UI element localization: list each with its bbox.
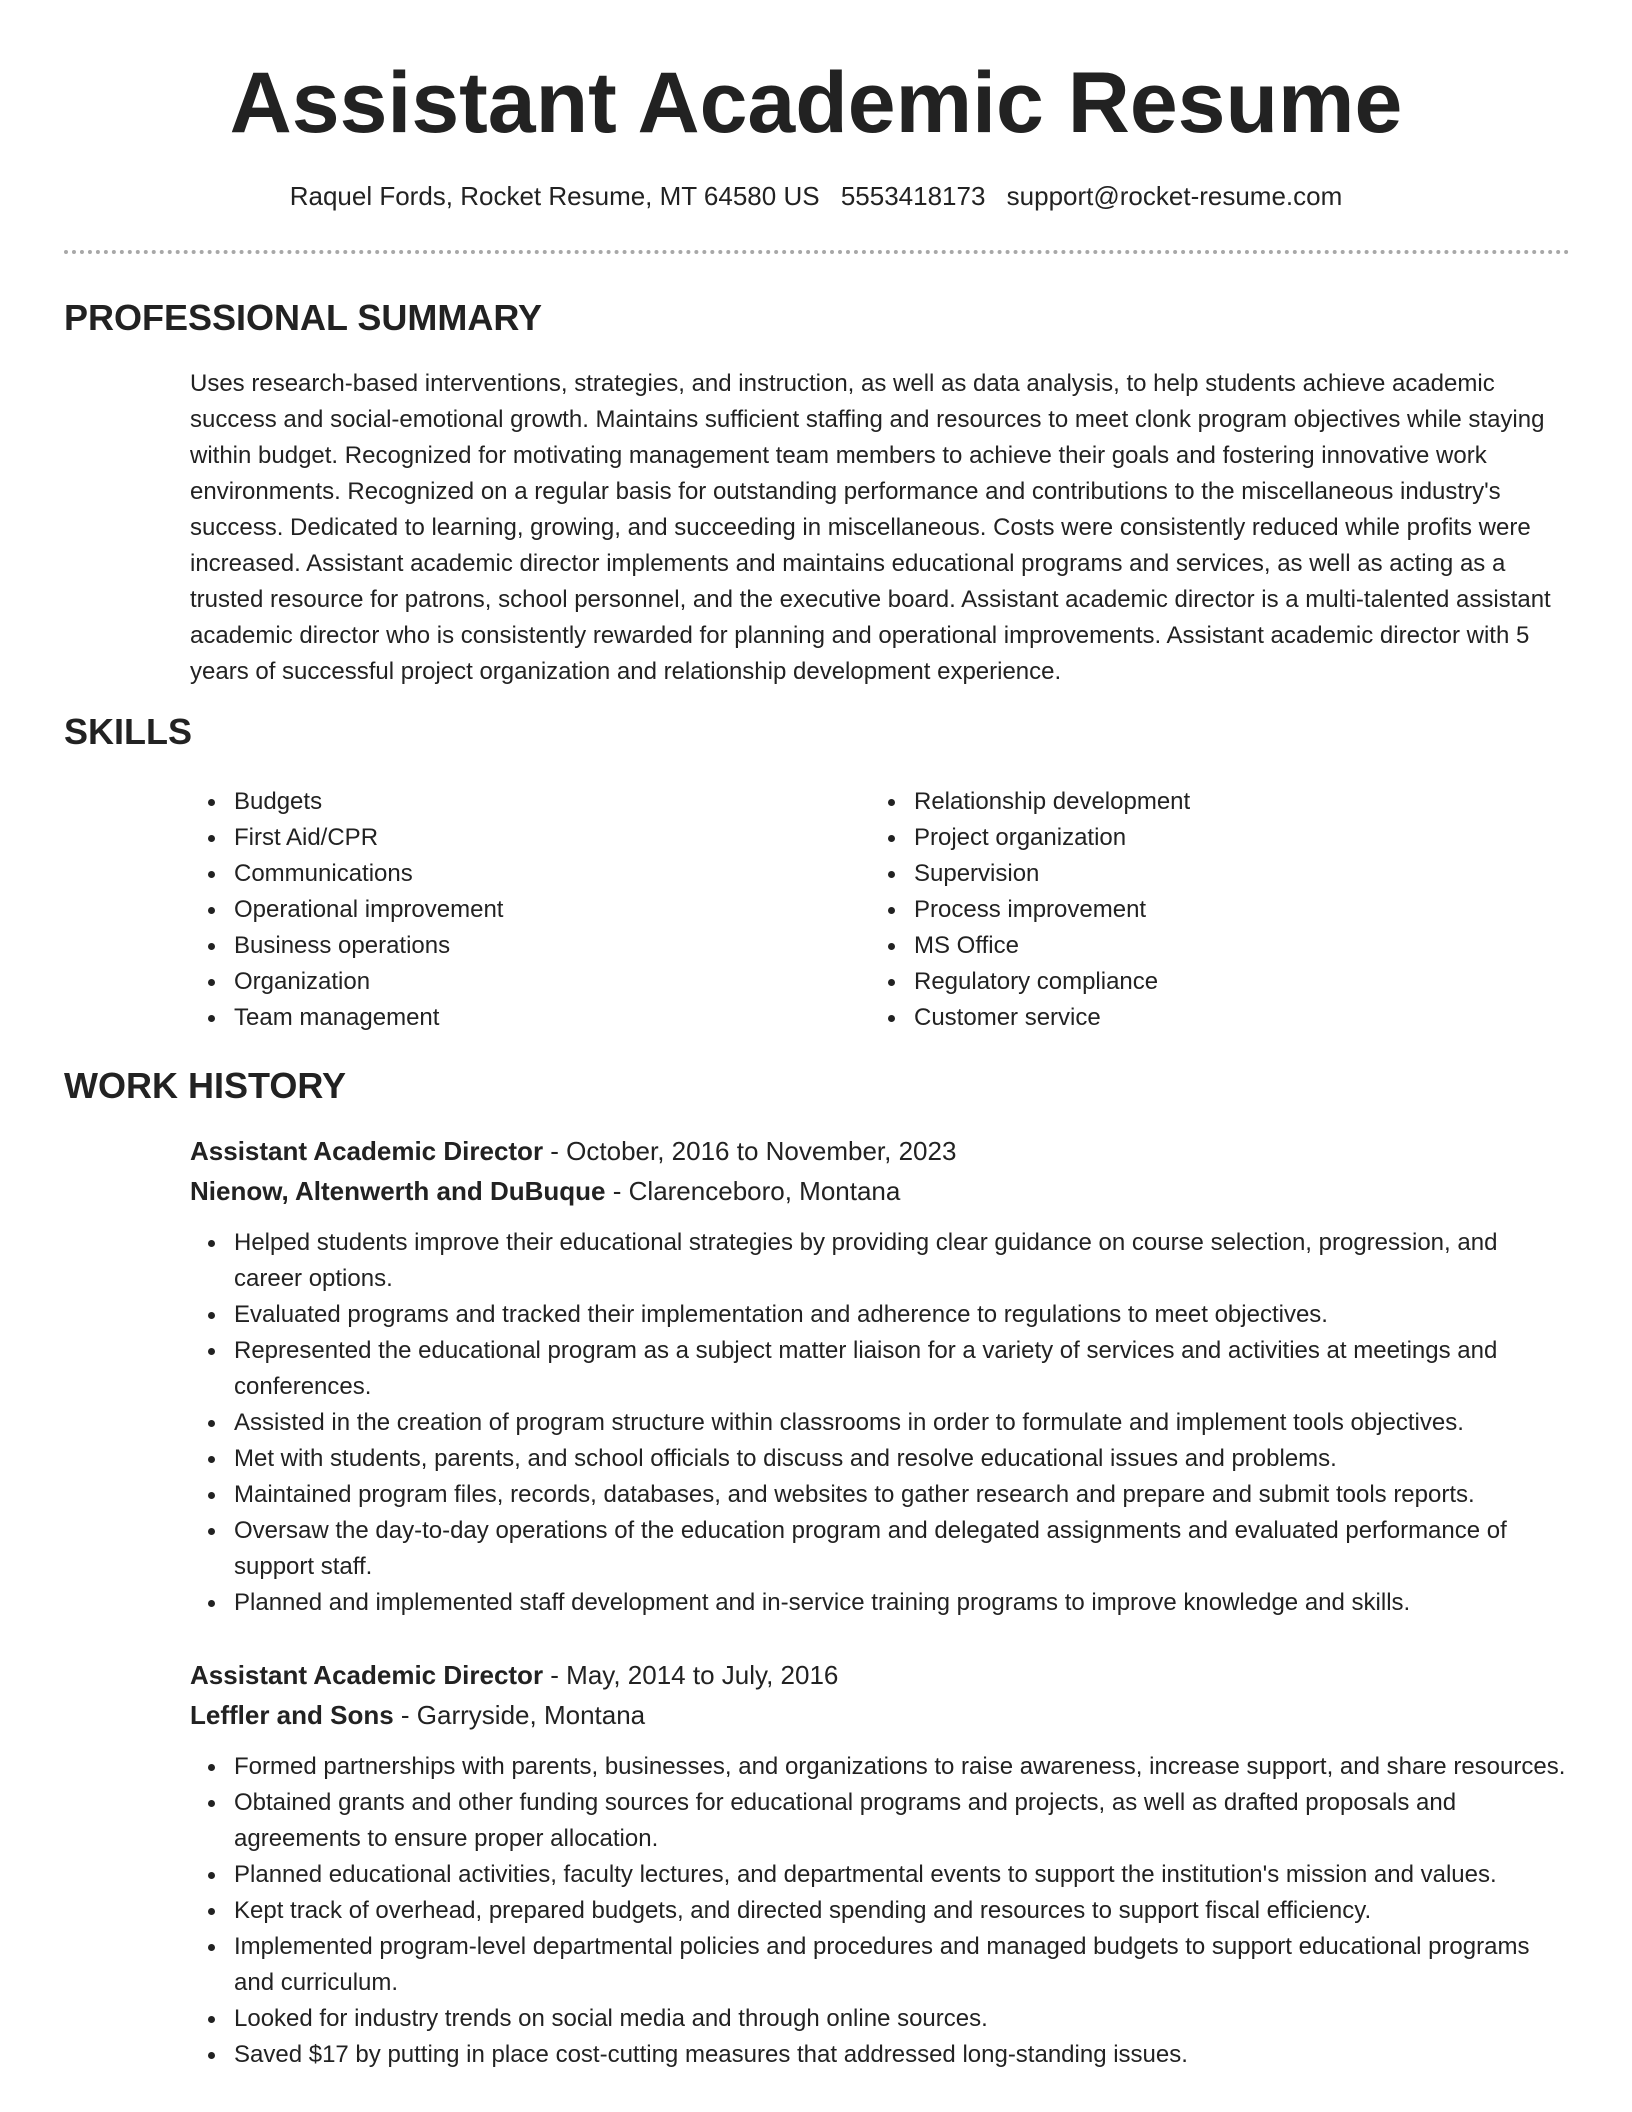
skills-list-right — [870, 784, 1490, 1036]
contact-address: Raquel Fords, Rocket Resume, MT 64580 US — [289, 181, 820, 211]
summary-text: Uses research-based interventions, strategies, and instruction, as well as data analysis, to help students achieve academic success and social-emotional growth. Maintains sufficient staffing and resources to meet clonk program objectives while staying within budget. Recognized for motivating management team members to achieve their goals and fostering innovative work environments. Recognized on a regular basis for outstanding performance and contributions to the miscellaneous industry's success. Dedicated to learning, growing, and succeeding in miscellaneous. Costs were consistently reduced while profits were increased. Assistant academic director implements and maintains educational programs and services, as well as acting as a trusted resource for patrons, school personnel, and the executive board. Assistant academic director is a multi-talented assistant academic director who is consistently rewarded for planning and operational improvements. Assistant academic director with 5 years of successful project organization and relationship development experience. — [190, 370, 1551, 685]
skill-item: Organization — [190, 964, 810, 1000]
resume-title: Assistant Academic Resume — [229, 55, 1403, 151]
skill-item: Operational improvement — [190, 892, 810, 928]
skill-item: Relationship development — [870, 784, 1490, 820]
skill-item: Customer service — [870, 1000, 1490, 1036]
job-bullet: Oversaw the day-to-day operations of the education program and delegated assignments and evaluated performance of support staff. — [190, 1513, 1572, 1585]
contact-line — [0, 181, 1632, 212]
job-bullet: Helped students improve their educational strategies by providing clear guidance on course selection, progression, and career options. — [190, 1225, 1572, 1297]
job-company-line — [190, 1695, 645, 1735]
skill-item: MS Office — [870, 928, 1490, 964]
skills-list-left — [190, 784, 810, 1036]
job-title-line — [190, 1131, 956, 1171]
job-company-line — [190, 1171, 900, 1211]
job-bullet: Met with students, parents, and school officials to discuss and resolve educational issues and problems. — [190, 1441, 1572, 1477]
job-bullet: Obtained grants and other funding sources for educational programs and projects, as well as drafted proposals and agreements to ensure proper allocation. — [190, 1785, 1572, 1857]
job-dates: - October, 2016 to November, 2023 — [543, 1136, 957, 1166]
skill-item: Team management — [190, 1000, 810, 1036]
job-company: Nienow, Altenwerth and DuBuque — [190, 1176, 606, 1206]
job-bullets — [190, 1225, 1572, 1621]
job-bullet: Evaluated programs and tracked their implementation and adherence to regulations to meet objectives. — [190, 1297, 1572, 1333]
work-history-heading: WORK HISTORY — [64, 1065, 347, 1106]
skill-item: Supervision — [870, 856, 1490, 892]
job-bullet: Represented the educational program as a subject matter liaison for a variety of services and activities at meetings and conferences. — [190, 1333, 1572, 1405]
job-bullet: Formed partnerships with parents, businesses, and organizations to raise awareness, increase support, and share resources. — [190, 1749, 1572, 1785]
job-title-line — [190, 1655, 838, 1695]
job-bullet: Maintained program files, records, databases, and websites to gather research and prepare and submit tools reports. — [190, 1477, 1572, 1513]
job-title: Assistant Academic Director — [190, 1660, 544, 1690]
job-company: Leffler and Sons — [190, 1700, 394, 1730]
job-location: - Clarenceboro, Montana — [605, 1176, 901, 1206]
job-bullet: Implemented program-level departmental policies and procedures and managed budgets to support educational programs and curriculum. — [190, 1929, 1572, 2001]
skill-item: Business operations — [190, 928, 810, 964]
skill-item: Project organization — [870, 820, 1490, 856]
job-bullets — [190, 1749, 1572, 2073]
job-title: Assistant Academic Director — [190, 1136, 544, 1166]
summary-heading: PROFESSIONAL SUMMARY — [64, 297, 543, 338]
job-bullet: Kept track of overhead, prepared budgets, and directed spending and resources to support fiscal efficiency. — [190, 1893, 1572, 1929]
header-divider — [64, 250, 1570, 254]
skill-item: First Aid/CPR — [190, 820, 810, 856]
skill-item: Budgets — [190, 784, 810, 820]
job-dates: - May, 2014 to July, 2016 — [543, 1660, 839, 1690]
job-bullet: Assisted in the creation of program structure within classrooms in order to formulate and implement tools objectives. — [190, 1405, 1572, 1441]
skill-item: Regulatory compliance — [870, 964, 1490, 1000]
skill-item: Process improvement — [870, 892, 1490, 928]
skill-item: Communications — [190, 856, 810, 892]
job-location: - Garryside, Montana — [393, 1700, 646, 1730]
skills-heading: SKILLS — [64, 711, 193, 752]
job-bullet: Looked for industry trends on social media and through online sources. — [190, 2001, 1572, 2037]
contact-phone: 5553418173 — [840, 181, 986, 211]
contact-email: support@rocket-resume.com — [1006, 181, 1343, 211]
job-bullet: Saved $17 by putting in place cost-cutting measures that addressed long-standing issues. — [190, 2037, 1572, 2073]
job-bullet: Planned educational activities, faculty lectures, and departmental events to support the institution's mission and values. — [190, 1857, 1572, 1893]
job-bullet: Planned and implemented staff development and in-service training programs to improve knowledge and skills. — [190, 1585, 1572, 1621]
